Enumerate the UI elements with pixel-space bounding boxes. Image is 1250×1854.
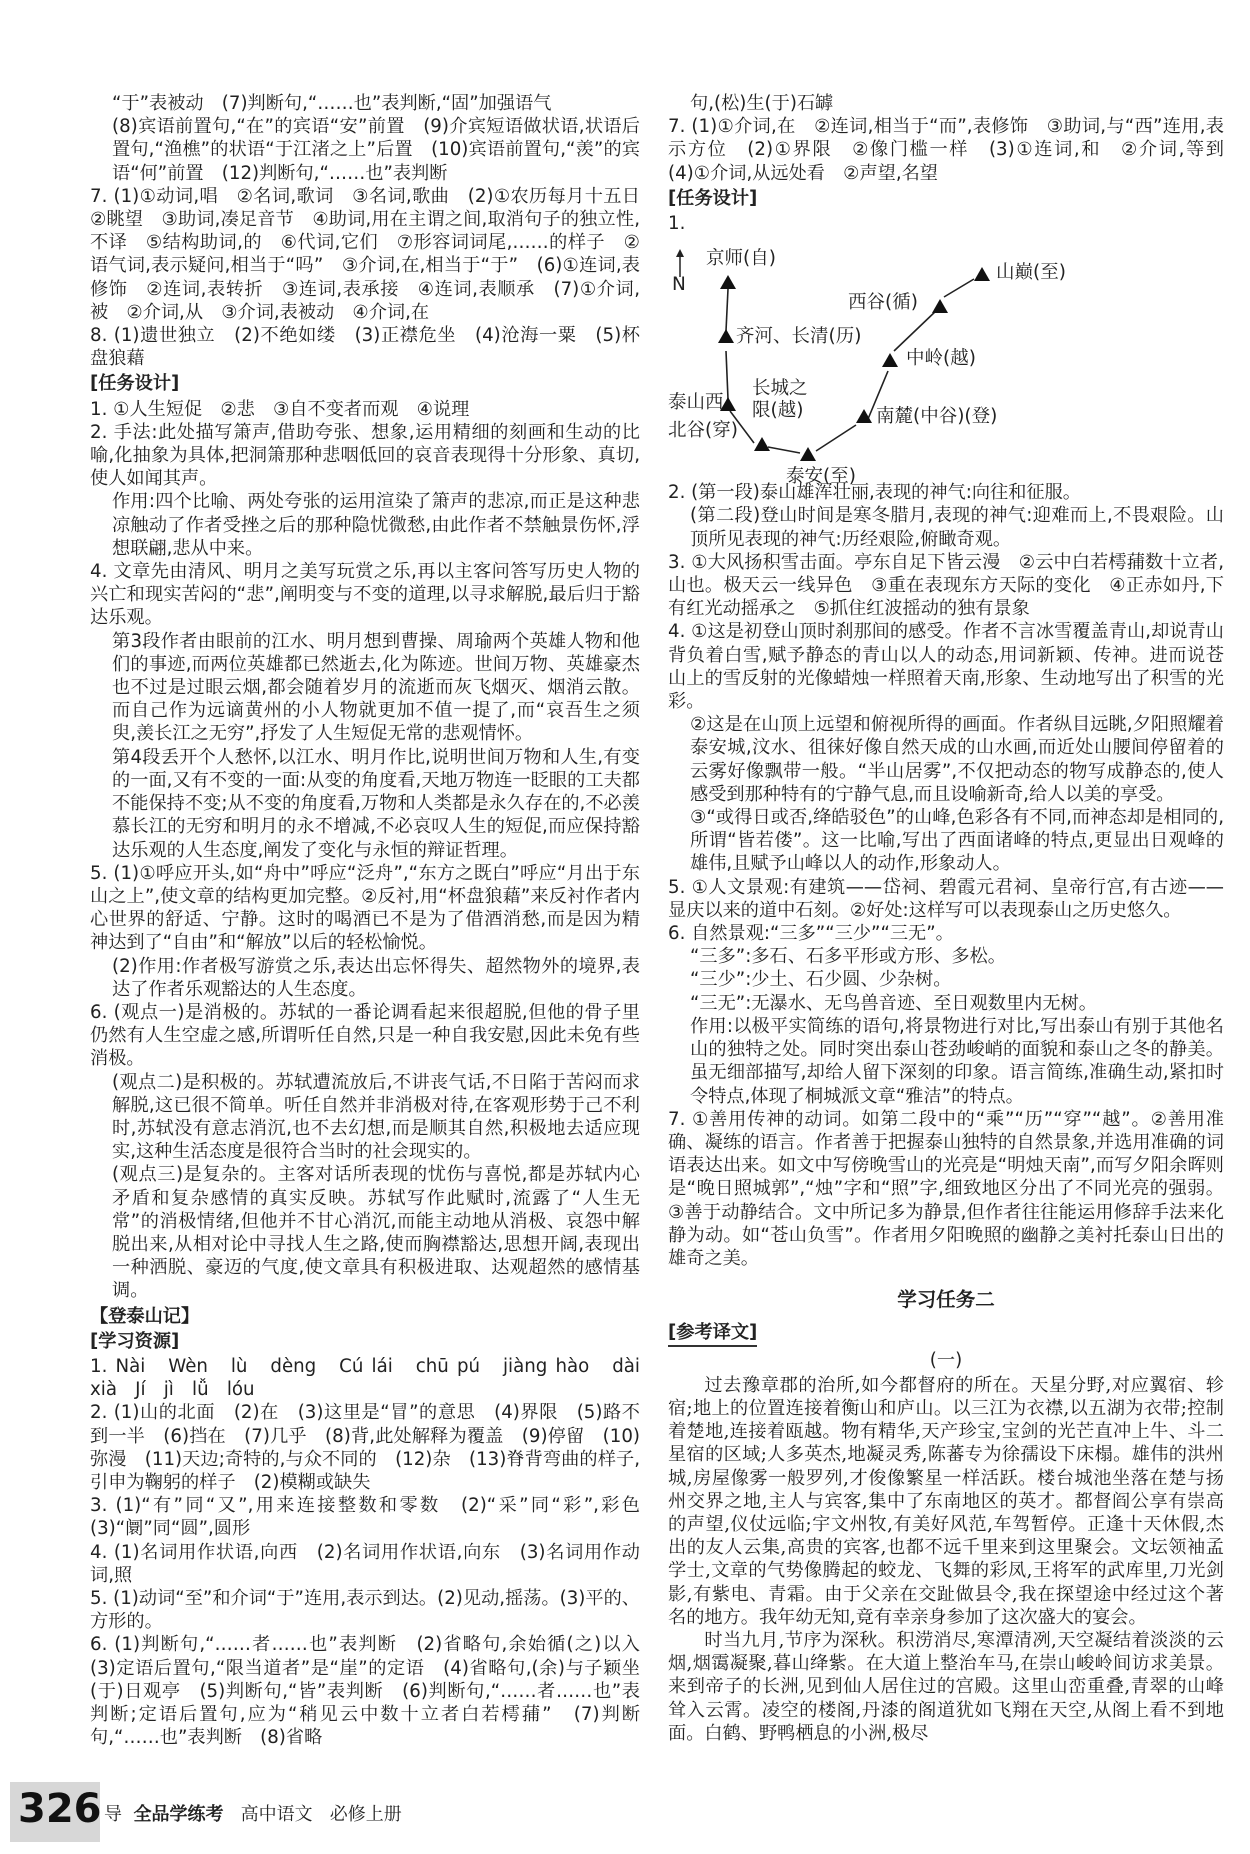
answer-paragraph: “三少”:少土、石少圆、少杂树。 <box>690 969 952 991</box>
answer-paragraph: 4. 文章先由清风、明月之美写玩赏之乐,再以主客问答写历史人物的兴亡和现实苦闷的“悲”,阐明变与不变的道理,以寻求解脱,最后归于豁达乐观。 <box>90 561 640 629</box>
answer-paragraph: 5. ①人文景观:有建筑——岱祠、碧霞元君祠、皇帝行宫,有古迹——显庆以来的道中石刻。②好处:这样写可以表现泰山之历史悠久。 <box>668 876 1224 921</box>
marker-xigu <box>932 299 948 313</box>
page-footer <box>0 1782 1250 1854</box>
node-jingshi: 京师(自) <box>706 248 776 270</box>
section-heading: 【登泰山记】 <box>90 1305 200 1327</box>
answer-paragraph: 2. (第一段)泰山雄浑壮丽,表现的神气:向往和征服。 <box>668 482 1081 504</box>
answer-paragraph: 1. ①人生短促 ②悲 ③自不变者而观 ④说理 <box>90 398 470 420</box>
task-title: 学习任务二 <box>897 1288 995 1312</box>
answer-paragraph: (观点三)是复杂的。主客对话所表现的忧伤与喜悦,都是苏轼内心矛盾和复杂感情的真实反映。苏轼写作此赋时,流露了“人生无常”的消极情绪,但他并不甘心消沉,而能主动地从消极、哀怨中解脱出来,从相对论中寻找人生之路,使而胸襟豁达,思想开阔,表现出一种洒脱、豪迈的气度,使文章具有积极进取、达观超然的感情基调。 <box>112 1164 640 1302</box>
node-taishanxi: 泰山西 <box>668 392 724 414</box>
marker-taian <box>800 447 816 461</box>
answer-paragraph: 1. Nài Wèn lù dèng Cú lái chū pú jiàng hào dài xià Jí jì lǚ lóu <box>90 1355 659 1401</box>
section-heading: [任务设计] <box>668 187 758 209</box>
right-column-bottom <box>668 481 1224 1270</box>
left-column <box>90 92 659 1749</box>
translation-paragraph: 时当九月,节序为深秋。积涝消尽,寒潭清冽,天空凝结着淡淡的云烟,烟霭凝聚,暮山绛紫。在大道上整治车马,在崇山峻岭间访求美景。来到帝子的长洲,见到仙人居住过的宫殿。这里山峦重叠,青翠的山峰耸入云霄。凌空的楼阁,丹漆的阁道犹如飞翔在天空,从阁上看不到地面。白鹤、野鸭栖息的小洲,极尽 <box>668 1629 1224 1744</box>
marker-jingshi <box>720 275 736 289</box>
answer-paragraph: 7. ①善用传神的动词。如第二段中的“乘”“历”“穿”“越”。②善用准确、凝练的语言。作者善于把握泰山独特的自然景象,并选用准确的词语表达出来。如文中写傍晚雪山的光亮是“明烛天南”,而写夕阳余晖则是“晚日照城郭”,“烛”字和“照”字,细致地区分出了不同光亮的强弱。③善于动静结合。文中所记多为静景,但作者往往能运用修辞手法来化静为动。如“苍山负雪”。作者用夕阳晚照的幽静之美衬托泰山日出的雄奇之美。 <box>668 1108 1224 1269</box>
answer-paragraph: 6. (1)判断句,“……者……也”表判断 (2)省略句,余始循(之)以入 (3)定语后置句,“限当道者”是“崖”的定语 (4)省略句,(余)与子颖坐(于)日观亭 (5)判断句,“皆”表判断 (6)判断句,“……者……也”表判断;定语后置句,应为“稍见云中数十立者白若樗蒱” (7)判断句,“……也”表判断 (8)省略 <box>90 1634 659 1749</box>
answer-paragraph: (2)作用:作者极写游赏之乐,表达出忘怀得失、超然物外的境界,表达了作者乐观豁达的人生态度。 <box>112 955 640 1000</box>
node-zhongling: 中岭(越) <box>906 348 976 370</box>
marker-shandian <box>974 267 990 281</box>
north-arrowhead <box>676 249 684 257</box>
answer-paragraph: “三多”:多石、石多平形或方形、多松。 <box>690 946 1006 968</box>
chapter-number: (一) <box>929 1349 963 1371</box>
route-diagram <box>668 239 1224 488</box>
answer-paragraph: 句,(松)生(于)石罅 <box>690 93 834 114</box>
ref-title: [参考译文] <box>668 1321 757 1346</box>
answer-paragraph: 3. ①大风扬积雪击面。亭东自足下皆云漫 ②云中白若樗蒱数十立者,山也。极天云一线异色 ③重在表现东方天际的变化 ④正赤如丹,下有红光动摇承之 ⑤抓住红波摇动的独有景象 <box>668 551 1224 620</box>
page-number: 326 <box>18 1786 102 1832</box>
answer-paragraph: 6. (观点一)是消极的。苏轼的一番论调看起来很超脱,但他的骨子里仍然有人生空虚之感,所谓听任自然,只是一种自我安慰,因此未免有些消极。 <box>90 1001 640 1070</box>
answer-paragraph: 4. (1)名词用作状语,向西 (2)名词用作状语,向东 (3)名词用作动词,照 <box>90 1541 640 1586</box>
node-qihe: 齐河、长清(历) <box>736 326 862 348</box>
node-nanlu: 南麓(中谷)(登) <box>876 406 998 428</box>
answer-paragraph: 3. (1)“有”同“又”,用来连接整数和零数 (2)“采”同“彩”,彩色 (3)“阛”同“圆”,圆形 <box>90 1495 659 1540</box>
answer-paragraph: (8)宾语前置句,“在”的宾语“安”前置 (9)介宾短语做状语,状语后置句,“渔樵”的状语“于江渚之上”后置 (10)宾语前置句,“羡”的宾语“何”前置 (12)判断句,“……也”表判断 <box>112 116 640 184</box>
right-column-top <box>668 92 1243 235</box>
answer-paragraph: 作用:四个比喻、两处夸张的运用渲染了箫声的悲凉,而正是这种悲凉触动了作者受挫之后的那种隐忧微愁,由此作者不禁触景伤怀,浮想联翩,悲从中来。 <box>112 491 640 559</box>
section-heading: [学习资源] <box>90 1330 180 1352</box>
answer-paragraph: 7. (1)①介词,在 ②连词,相当于“而”,表修饰 ③助词,与“西”连用,表示方位 (2)①界限 ②像门槛一样 (3)①连词,和 ②介词,等到 (4)①介词,从远处看 ②声望,名望 <box>668 116 1243 184</box>
answer-paragraph: “三无”:无瀑水、无鸟兽音迹、至日观数里内无树。 <box>690 992 1097 1014</box>
answer-paragraph: ②这是在山顶上远望和俯视所得的画面。作者纵目远眺,夕阳照耀着泰安城,汶水、徂徕好像自然天成的山水画,而近处山腰间停留着的云雾好像飘带一般。“半山居雾”,不仅把动态的物写成静态的,使人感受到那种特有的宁静气息,而且设喻新奇,给人以美的享受。 <box>690 714 1224 805</box>
footer-subject: 高中语文 <box>240 1804 313 1825</box>
right-column <box>668 92 1243 1745</box>
north-label: N <box>672 274 686 296</box>
node-taian: 泰安(至) <box>786 466 856 488</box>
node-xigu: 西谷(循) <box>848 292 918 314</box>
marker-beigu <box>754 437 770 451</box>
node-changcheng-1: 长城之 <box>752 378 808 400</box>
answer-paragraph: 作用:以极平实简练的语句,将景物进行对比,写出泰山有别于其他名山的独特之处。同时突出泰山苍劲峻峭的面貌和泰山之冬的静美。虽无细部描写,却给人留下深刻的印象。语言简练,准确生动,紧扣时令特点,体现了桐城派文章“雅洁”的特点。 <box>690 1015 1224 1107</box>
answer-paragraph: 5. (1)动词“至”和介词“于”连用,表示到达。(2)见动,摇荡。(3)平的、方形的。 <box>90 1588 640 1633</box>
marker-zhongling <box>882 353 898 367</box>
node-changcheng-2: 限(越) <box>752 400 804 422</box>
answer-paragraph: 2. 手法:此处描写箫声,借助夸张、想象,运用精细的刻画和生动的比喻,化抽象为具体,把洞箫那种悲咽低回的哀音表现得十分形象、真切,使人如闻其声。 <box>90 421 640 490</box>
node-shandian: 山巅(至) <box>996 262 1066 284</box>
answer-paragraph: 6. 自然景观:“三多”“三少”“三无”。 <box>668 923 954 945</box>
answer-paragraph: “于”表被动 (7)判断句,“……也”表判断,“固”加强语气 <box>112 93 552 114</box>
footer-series: 全品学练考 <box>133 1804 224 1825</box>
footer-volume: 必修上册 <box>329 1804 402 1825</box>
answer-paragraph: 4. ①这是初登山顶时刹那间的感受。作者不言冰雪覆盖青山,却说青山背负着白雪,赋予静态的青山以人的动态,用词新颖、传神。进而说苍山上的雪反射的光像蜡烛一样照着天南,形象、生动地写出了积雪的光彩。 <box>668 621 1224 713</box>
footer-text <box>104 1800 402 1826</box>
answer-paragraph: (观点二)是积极的。苏轼遭流放后,不讲丧气话,不日陷于苦闷而求解脱,这已很不简单。听任自然并非消极对待,在客观形势于己不利时,苏轼没有意志消沉,也不去幻想,而是顺其自然,积极地去适应现实,这种生活态度是很符合当时的社会现实的。 <box>112 1071 640 1163</box>
answer-paragraph: 第4段丢开个人愁怀,以江水、明月作比,说明世间万物和人生,有变的一面,又有不变的一面:从变的角度看,天地万物连一眨眼的工夫都不能保持不变;从不变的角度看,万物和人类都是永久存在的,不必羡慕长江的无穷和明月的永不增减,不必哀叹人生的短促,而应保持豁达乐观的人生态度,阐发了变化与永恒的辩证哲理。 <box>112 746 640 861</box>
translation-text <box>668 1374 1224 1745</box>
node-beigu: 北谷(穿) <box>668 420 738 442</box>
answer-paragraph: 7. (1)①动词,唱 ②名词,歌词 ③名词,歌曲 (2)①农历每月十五日 ②眺望 ③助词,凑足音节 ④助词,用在主谓之间,取消句子的独立性,不译 ⑤结构助词,的 ⑥代词,它们 ⑦形容词词尾,……的样子 ②语气词,表示疑问,相当于“吗” ③介词,在,相当于“于” (6)①连词,表修饰 ②连词,表转折 ③连词,表承接 ④连词,表顺承 (7)①介词,被 ②介词,从 ③介词,表被动 ④介词,在 <box>90 185 659 323</box>
answer-paragraph: 5. (1)①呼应开头,如“舟中”呼应“泛舟”,“东方之既白”呼应“月出于东山之上”,使文章的结构更加完整。②反衬,用“杯盘狼藉”来反衬作者内心世界的舒适、宁静。这时的喝酒已不是为了借酒消愁,而是因为精神达到了“自由”和“解放”以后的轻松愉悦。 <box>90 862 640 954</box>
translation-paragraph: 过去豫章郡的治所,如今都督府的所在。天星分野,对应翼宿、轸宿;地上的位置连接着衡山和庐山。以三江为衣襟,以五湖为衣带;控制着楚地,连接着瓯越。物有精华,天产珍宝,宝剑的光芒直冲上牛、斗二星宿的区域;人多英杰,地凝灵秀,陈蕃专为徐孺设下床榻。雄伟的洪州城,房屋像雾一般罗列,才俊像繁星一样活跃。楼台城池坐落在楚与扬州交界之地,主人与宾客,集中了东南地区的英才。都督阎公享有崇高的声望,仪仗远临;宇文州牧,有美好风范,车驾暂停。正逢十天休假,杰出的友人云集,高贵的宾客,也都不远千里来到这里聚会。文坛领袖孟学士,文章的气势像腾起的蛟龙、飞舞的彩凤,王将军的武库里,刀光剑影,有紫电、青霜。由于父亲在交趾做县令,我在探望途中经过这个著名的地方。我年幼无知,竟有幸亲身参加了这次盛大的宴会。 <box>668 1374 1224 1628</box>
answer-paragraph: 第3段作者由眼前的江水、明月想到曹操、周瑜两个英雄人物和他们的事迹,而两位英雄都已然逝去,化为陈迹。世间万物、英雄豪杰也不过是过眼云烟,都会随着岁月的流逝而灰飞烟灭、烟消云散。而自己作为远谪黄州的小人物就更加不值一提了,而“哀吾生之须臾,羡长江之无穷”,抒发了人生短促无常的悲观情怀。 <box>112 630 640 745</box>
footer-mark: 导 <box>104 1804 122 1825</box>
answer-paragraph: 8. (1)遗世独立 (2)不绝如缕 (3)正襟危坐 (4)沧海一粟 (5)杯盘狼藉 <box>90 325 640 370</box>
marker-qihe <box>718 329 734 343</box>
section-heading: [任务设计] <box>90 373 180 395</box>
answer-paragraph: 1. <box>668 213 686 235</box>
answer-paragraph: 2. (1)山的北面 (2)在 (3)这里是“冒”的意思 (4)界限 (5)路不到一半 (6)挡在 (7)几乎 (8)背,此处解释为覆盖 (9)停留 (10)弥漫 (11)天边;奇特的,与众不同的 (12)杂 (13)脊背弯曲的样子,引申为鞠躬的样子 (2)模糊或缺失 <box>90 1402 640 1493</box>
answer-paragraph: (第二段)登山时间是寒冬腊月,表现的神气:迎难而上,不畏艰险。山顶所见表现的神气:历经艰险,俯瞰奇观。 <box>690 505 1224 550</box>
answer-paragraph: ③“或得日或否,绛皓驳色”的山峰,色彩各有不同,而神态却是相同的,所谓“皆若偻”。这一比喻,写出了西面诸峰的特点,更显出日观峰的雄伟,且赋予山峰以人的动作,形象动人。 <box>690 807 1224 875</box>
